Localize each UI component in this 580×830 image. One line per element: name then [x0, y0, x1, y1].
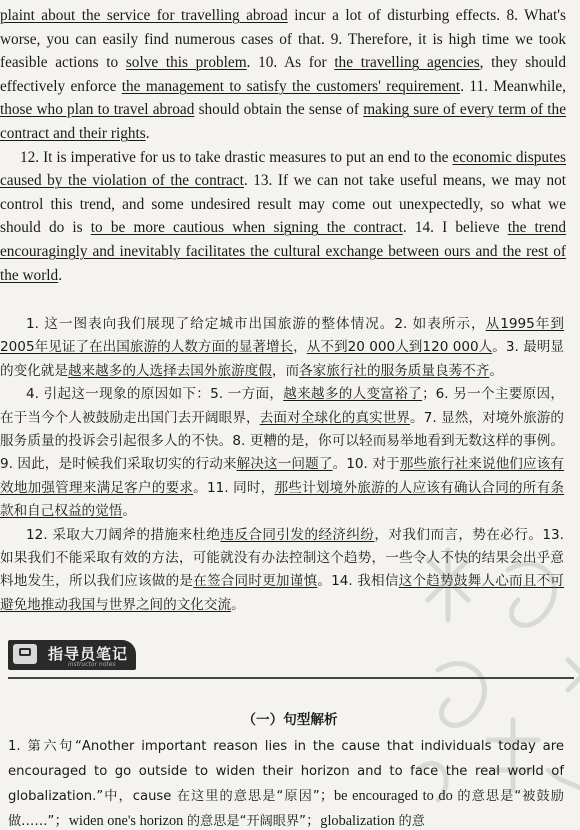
- chinese-paragraph-1: [0, 313, 564, 383]
- translation-text: ，: [293, 339, 307, 356]
- translation-text: ；6. 另一个主要原因，在于当今个人被鼓励走出国门去开阔眼界，: [0, 386, 564, 426]
- essay-text: . 10. As for: [246, 54, 335, 72]
- english-essay: [0, 4, 566, 287]
- underlined-phrase: 从不到20 000人到120 000人: [306, 339, 493, 356]
- translation-text: 。: [231, 596, 245, 613]
- underlined-phrase: the travelling agencies: [334, 54, 480, 72]
- underlined-phrase: 去面对全球化的真实世界: [259, 409, 411, 426]
- underlined-phrase: solve this problem: [125, 54, 247, 72]
- underlined-phrase: making sure of every term of the contract and their rights: [0, 101, 566, 142]
- underlined-phrase: 越来越多的人变富裕了: [283, 386, 423, 403]
- translation-text: ，而: [271, 362, 300, 379]
- chinese-paragraph-2: [0, 383, 564, 523]
- essay-text: . 11. Meanwhile,: [460, 77, 566, 95]
- underlined-phrase: 那些计划境外旅游的人应该有确认合同的所有条款和自己权益的觉悟: [0, 479, 564, 520]
- analysis-text: 的意思是“被鼓励做……”: [8, 789, 564, 829]
- analysis-text: 的意: [398, 814, 425, 829]
- sentence-analysis: [8, 734, 564, 830]
- underlined-phrase: the trend encouragingly and inevitably facilitates the cultural exchange between ours and the rest of the world: [0, 219, 566, 284]
- analysis-text: 1. 第六句“Another important reason lies in the cause that individuals today are encouraged to go outside to widen their horizon and to face the real world of globalization.”中，cause: [8, 739, 564, 804]
- notes-icon: [13, 644, 37, 664]
- translation-text: 12. 采取大刀阔斧的措施来杜绝: [26, 526, 221, 543]
- underlined-phrase: 违反合同引发的经济纠纷: [220, 526, 375, 543]
- underlined-phrase: 越来越多的人选择去国外旅游度假: [67, 362, 272, 379]
- underlined-phrase: economic disputes caused by the violation of the contract: [0, 148, 566, 190]
- analysis-text: ；widen one's horizon: [54, 813, 187, 829]
- translation-text: 。11. 同时，: [193, 479, 275, 496]
- translation-text: 。14. 我相信: [317, 573, 399, 590]
- essay-text: , they should effectively enforce: [0, 54, 566, 95]
- analysis-text: 在这里的意思是“原因”: [176, 789, 320, 804]
- underlined-phrase: the management to satisfy the customers' requirement: [121, 77, 461, 95]
- essay-text: should obtain the sense of: [194, 101, 364, 119]
- analysis-text: 的意思是“开阔眼界”: [186, 814, 306, 829]
- translation-text: 。: [489, 362, 503, 379]
- underlined-phrase: 在签合同时更加谨慎: [193, 573, 318, 590]
- translation-text: 。: [122, 503, 136, 520]
- essay-text: . 14. I believe: [402, 219, 508, 237]
- underlined-phrase: 那些旅行社来说他们应该有效地加强管理来满足客户的要求: [0, 456, 565, 496]
- translation-text: 。7. 显然，对境外旅游的服务质量的投诉会引起很多人的不快。8. 更糟的是，你可以轻而易举地看到无数这样的事例。9. 因此，是时候我们采取切实的行动来: [0, 409, 564, 473]
- instructor-notes-badge: [8, 640, 136, 670]
- underlined-phrase: 解决这一问题了: [236, 456, 333, 473]
- divider: [8, 677, 574, 679]
- essay-text: .: [145, 124, 150, 142]
- underlined-phrase: plaint about the service for travelling abroad: [0, 7, 288, 24]
- translation-text: 。10. 对于: [332, 456, 400, 473]
- translation-text: 。3. 最明显的变化就是: [0, 339, 565, 379]
- analysis-text: ；be encouraged to do: [319, 788, 458, 804]
- underlined-phrase: 这个趋势鼓舞人心而且不可避免地推动我国与世界之间的文化交流: [0, 573, 565, 613]
- underlined-phrase: those who plan to travel abroad: [0, 101, 195, 119]
- chinese-translation: [0, 313, 564, 617]
- section-heading: （一）句型解析: [242, 712, 338, 728]
- essay-text: .: [58, 266, 63, 284]
- badge-title: 指导员笔记: [48, 645, 129, 663]
- badge-subtitle: instructor notes: [68, 661, 116, 668]
- analysis-text: ；globalization: [306, 813, 399, 829]
- underlined-phrase: 从1995年到2005年见证了在出国旅游的人数方面的显著增长: [0, 316, 564, 356]
- chinese-paragraph-3: [0, 524, 564, 618]
- translation-text: 1. 这一图表向我们展现了给定城市出国旅游的整体情况。2. 如表所示，: [26, 316, 486, 332]
- underlined-phrase: 各家旅行社的服务质量良莠不齐: [299, 362, 490, 379]
- translation-text: 4. 引起这一现象的原因如下：5. 一方面，: [26, 386, 284, 403]
- analysis-item: [8, 734, 564, 830]
- english-paragraph-b: [0, 146, 566, 288]
- english-paragraph-a: [0, 4, 566, 146]
- essay-text: . 13. If we can not take useful means, we may not control this trend, and some undesired result may come out unexpectedly, so what we should do is: [0, 172, 566, 237]
- essay-text: 12. It is imperative for us to take drastic measures to put an end to the: [20, 148, 453, 166]
- essay-text: incur a lot of disturbing effects. 8. What's worse, you can easily find numerous cases of that. 9. Therefore, it is high time we took feasible actions to: [0, 7, 566, 72]
- underlined-phrase: to be more cautious when signing the contract: [90, 219, 403, 237]
- translation-text: ，对我们而言，势在必行。13. 如果我们不能采取有效的方法，可能就没有办法控制这个趋势，一些令人不快的结果会出乎意料地发生，所以我们应该做的是: [0, 526, 564, 590]
